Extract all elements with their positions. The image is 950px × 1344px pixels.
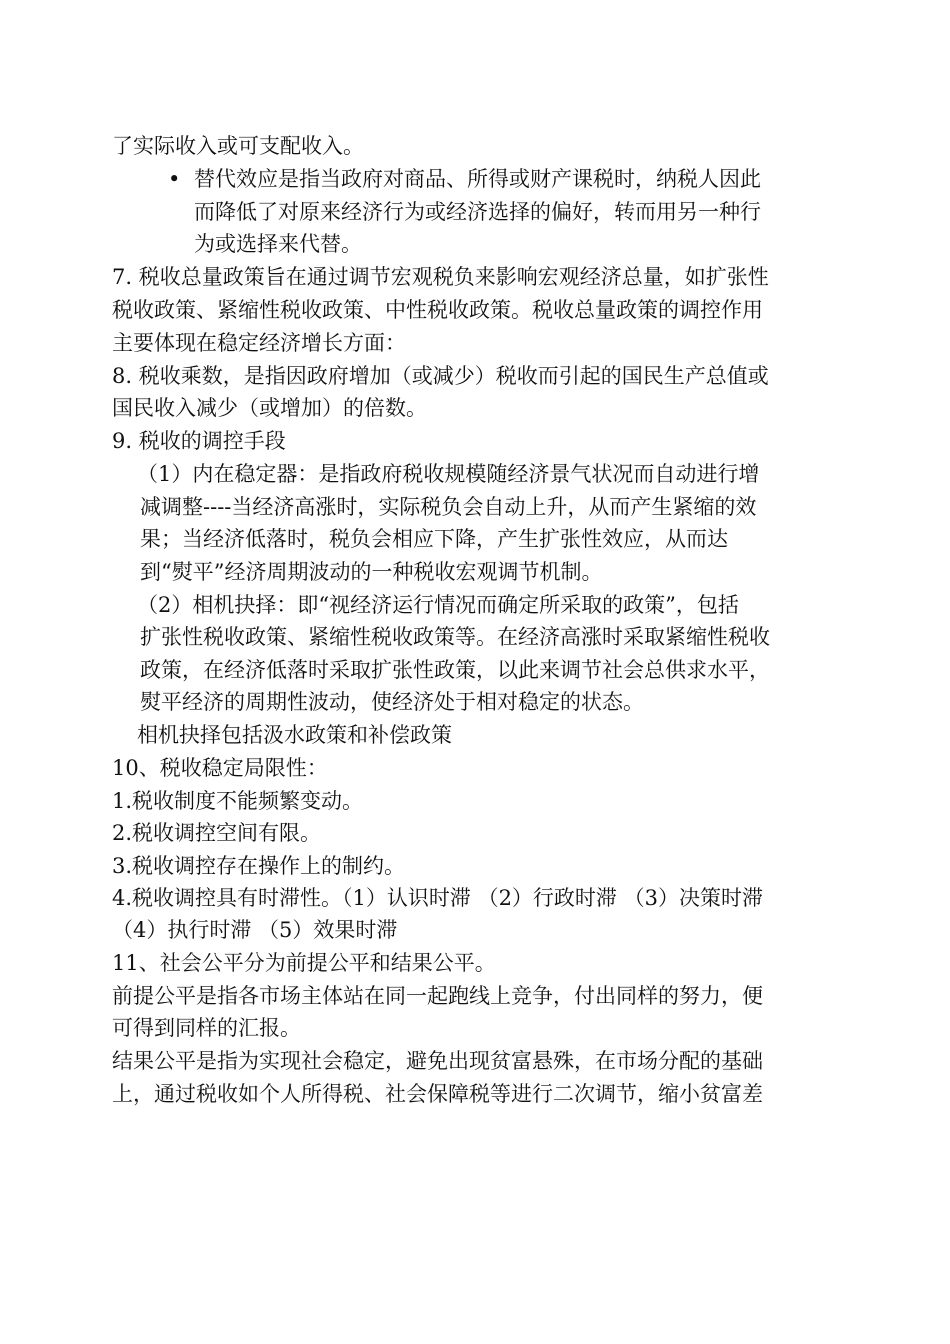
list-item: （4）执行时滞 （5）效果时滞: [112, 918, 398, 942]
list-item: 4.税收调控具有时滞性。（1）认识时滞 （2）行政时滞 （3）决策时滞: [112, 886, 763, 910]
text-line: 结果公平是指为实现社会稳定，避免出现贫富悬殊，在市场分配的基础: [112, 1049, 763, 1073]
sub-item-line: 到“熨平”经济周期波动的一种税收宏观调节机制。: [140, 560, 603, 584]
sub-item-line: 熨平经济的周期性波动，使经济处于相对稳定的状态。: [140, 690, 644, 714]
section-heading: 9. 税收的调控手段: [112, 429, 286, 453]
section-heading: 11、社会公平分为前提公平和结果公平。: [112, 951, 496, 975]
bullet-item-line: 替代效应是指当政府对商品、所得或财产课税时，纳税人因此: [194, 167, 761, 191]
text-line: 上，通过税收如个人所得税、社会保障税等进行二次调节，缩小贫富差: [112, 1082, 763, 1106]
sub-item-line: 减调整----当经济高涨时，实际税负会自动上升，从而产生紧缩的效: [140, 495, 757, 519]
sub-item-line: 政策，在经济低落时采取扩张性政策，以此来调节社会总供求水平，: [140, 658, 770, 682]
text-line: 可得到同样的汇报。: [112, 1016, 301, 1040]
text-line: 国民收入减少（或增加）的倍数。: [112, 396, 427, 420]
sub-item-line: 果；当经济低落时，税负会相应下降，产生扩张性效应，从而达: [140, 527, 728, 551]
bullet-item-line: 为或选择来代替。: [194, 232, 362, 256]
sub-item-line: （2）相机抉择：即“视经济运行情况而确定所采取的政策”，包括: [137, 593, 739, 617]
text-line: 7. 税收总量政策旨在通过调节宏观税负来影响宏观经济总量，如扩张性: [112, 265, 769, 289]
section-heading: 10、税收稳定局限性：: [112, 756, 328, 780]
text-line: 主要体现在稳定经济增长方面：: [112, 331, 406, 355]
text-line: 了实际收入或可支配收入。: [112, 134, 364, 158]
list-item: 1.税收制度不能频繁变动。: [112, 789, 364, 813]
bullet-icon: •: [168, 167, 181, 191]
list-item: 3.税收调控存在操作上的制约。: [112, 854, 406, 878]
text-line: 8. 税收乘数，是指因政府增加（或减少）税收而引起的国民生产总值或: [112, 364, 769, 388]
text-line: 相机抉择包括汲水政策和补偿政策: [137, 723, 452, 747]
sub-item-line: （1）内在稳定器：是指政府税收规模随经济景气状况而自动进行增: [137, 462, 760, 486]
text-line: 前提公平是指各市场主体站在同一起跑线上竞争，付出同样的努力，便: [112, 984, 763, 1008]
list-item: 2.税收调控空间有限。: [112, 821, 322, 845]
text-line: 税收政策、紧缩性税收政策、中性税收政策。税收总量政策的调控作用: [112, 298, 763, 322]
bullet-item-line: 而降低了对原来经济行为或经济选择的偏好，转而用另一种行: [194, 200, 761, 224]
sub-item-line: 扩张性税收政策、紧缩性税收政策等。在经济高涨时采取紧缩性税收: [140, 625, 770, 649]
